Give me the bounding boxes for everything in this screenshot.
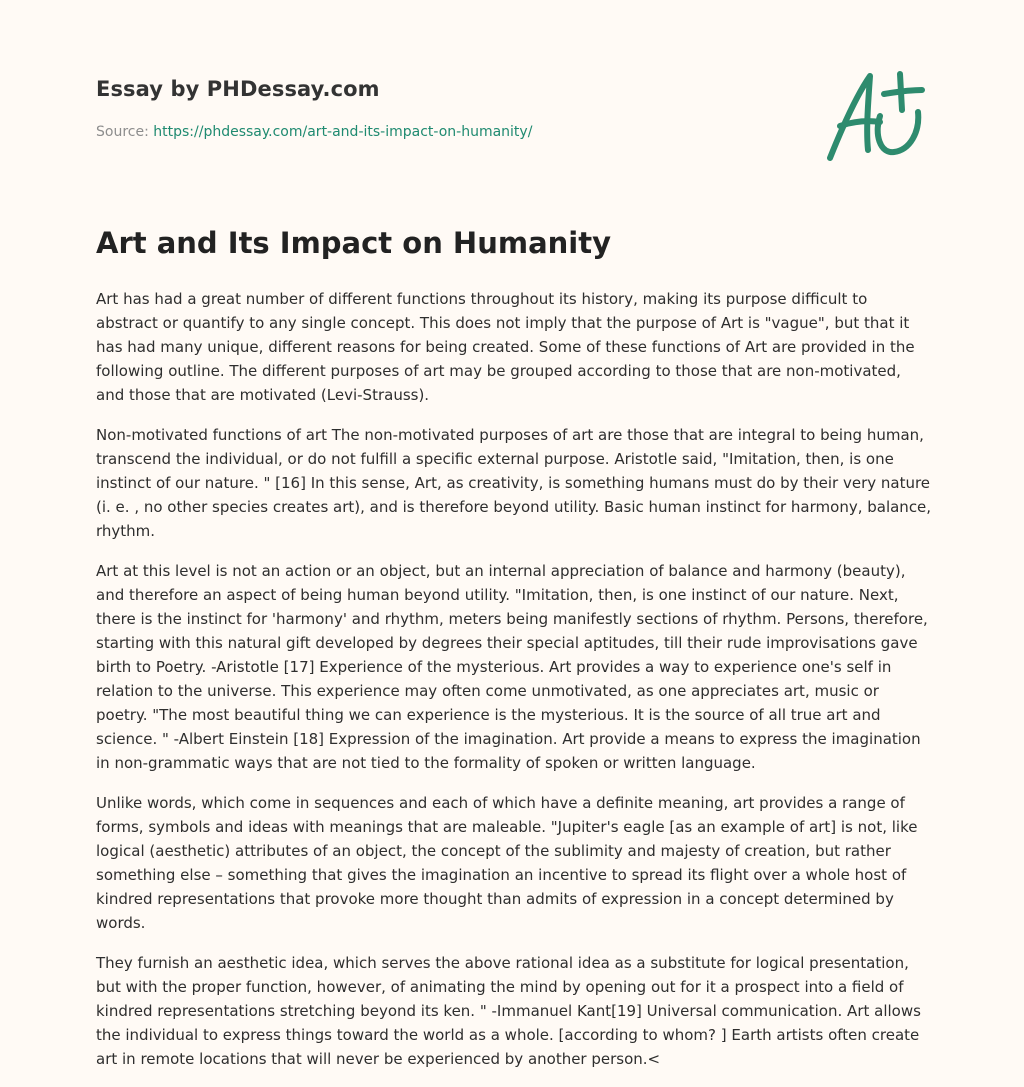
source-line xyxy=(96,124,532,140)
a-plus-logo-icon xyxy=(822,68,926,164)
essay-paragraph: Non-motivated functions of art The non-motivated purposes of art are those that are integral to being human, transcend the individual, or do not fulfill a specific external purpose. Aristotle said, "Imitation, then, is one instinct of our nature. " [16] In this sense, Art, as creativity, is something humans must do by their very nature (i. e. , no other species creates art), and is therefore beyond utility. Basic human instinct for harmony, balance, rhythm. xyxy=(96,426,932,540)
essay-title: Art and Its Impact on Humanity xyxy=(96,226,611,260)
essay-paragraph: Unlike words, which come in sequences and each of which have a definite meaning, art provides a range of forms, symbols and ideas with meanings that are maleable. "Jupiter's eagle [as an example of art] is not, like logical (aesthetic) attributes of an object, the concept of the sublimity and majesty of creation, but rather something else – something that gives the imagination an incentive to spread its flight over a whole host of kindred representations that provoke more thought than admits of expression in a concept determined by words. xyxy=(96,794,918,932)
essay-paragraph: Art at this level is not an action or an object, but an internal appreciation of balance and harmony (beauty), and therefore an aspect of being human beyond utility. "Imitation, then, is one instinct of our nature. Next, there is the instinct for 'harmony' and rhythm, meters being manifestly sections of rhythm. Persons, therefore, starting with this natural gift developed by degrees their special aptitudes, till their rude improvisations gave birth to Poetry. -Aristotle [17] Experience of the mysterious. Art provides a way to experience one's self in relation to the universe. This experience may often come unmotivated, as one appreciates art, music or poetry. "The most beautiful thing we can experience is the mysterious. It is the source of all true art and science. " -Albert Einstein [18] Expression of the imagination. Art provide a means to express the imagination in non-grammatic ways that are not tied to the formality of spoken or written language. xyxy=(96,562,928,772)
site-brand: Essay by PHDessay.com xyxy=(96,77,380,101)
source-label: Source: xyxy=(96,124,149,140)
essay-body xyxy=(96,287,932,1087)
essay-paragraph: Art has had a great number of different functions throughout its history, making its purpose difficult to abstract or quantify to any single concept. This does not imply that the purpose of Art is "vague", but that it has had many unique, different reasons for being created. Some of these functions of Art are provided in the following outline. The different purposes of art may be grouped according to those that are non-motivated, and those that are motivated (Levi-Strauss). xyxy=(96,290,915,404)
source-link[interactable]: https://phdessay.com/art-and-its-impact-on-humanity/ xyxy=(153,124,533,140)
essay-paragraph: They furnish an aesthetic idea, which serves the above rational idea as a substitute for logical presentation, but with the proper function, however, of animating the mind by opening out for it a prospect into a field of kindred representations stretching beyond its ken. " -Immanuel Kant[19] Universal communication. Art allows the individual to express things toward the world as a whole. [according to whom? ] Earth artists often create art in remote locations that will never be experienced by another person.< xyxy=(96,954,921,1068)
